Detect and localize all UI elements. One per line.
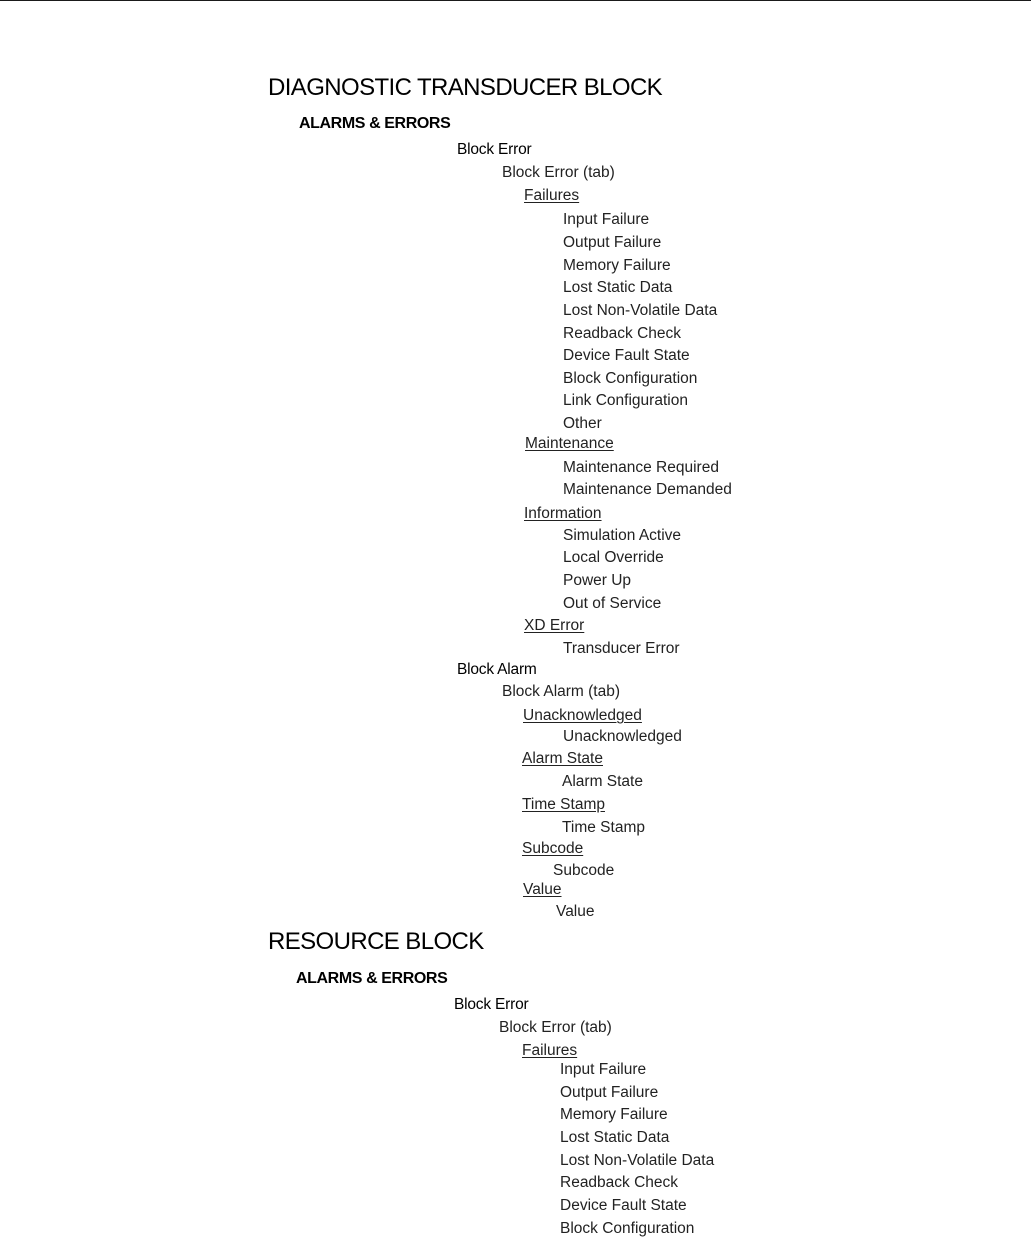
list-item: Value: [556, 903, 595, 920]
list-item: Readback Check: [563, 325, 682, 342]
list-item: Device Fault State: [560, 1197, 687, 1214]
list-item: Lost Non-Volatile Data: [563, 302, 718, 319]
list-item: Power Up: [563, 572, 632, 589]
list-item: Input Failure: [563, 211, 650, 228]
list-item: Unacknowledged: [563, 728, 682, 745]
list-item: Output Failure: [563, 234, 662, 251]
list-item: Time Stamp: [562, 819, 645, 836]
list-item: Link Configuration: [563, 392, 688, 409]
block-error-heading: Block Error: [454, 996, 529, 1013]
block-error-tab-label: Block Error (tab): [502, 164, 615, 181]
list-item: Memory Failure: [560, 1106, 668, 1123]
list-item: Subcode: [553, 862, 615, 879]
section-title: DIAGNOSTIC TRANSDUCER BLOCK: [268, 74, 663, 101]
list-item: Out of Service: [563, 595, 662, 612]
list-item: Simulation Active: [563, 527, 682, 544]
block-alarm-heading: Block Alarm: [457, 661, 537, 678]
subcode-category: Subcode: [522, 840, 584, 857]
value-category: Value: [523, 881, 562, 898]
section-subtitle: ALARMS & ERRORS: [296, 970, 448, 987]
list-item: Memory Failure: [563, 257, 671, 274]
list-item: Maintenance Required: [563, 459, 719, 476]
list-item: Alarm State: [562, 773, 643, 790]
list-item: Device Fault State: [563, 347, 690, 364]
unacknowledged-category: Unacknowledged: [523, 707, 642, 724]
information-category: Information: [524, 505, 602, 522]
list-item: Block Configuration: [563, 370, 698, 387]
alarm-state-category: Alarm State: [522, 750, 603, 767]
list-item: Local Override: [563, 549, 664, 566]
list-item: Input Failure: [560, 1061, 647, 1078]
xd-error-category: XD Error: [524, 617, 585, 634]
list-item: Block Configuration: [560, 1220, 695, 1237]
list-item: Lost Static Data: [560, 1129, 670, 1146]
time-stamp-category: Time Stamp: [522, 796, 605, 813]
list-item: Lost Static Data: [563, 279, 673, 296]
list-item: Transducer Error: [563, 640, 680, 657]
failures-category: Failures: [524, 187, 580, 204]
top-rule: [0, 0, 1031, 1]
list-item: Output Failure: [560, 1084, 659, 1101]
list-item: Readback Check: [560, 1174, 679, 1191]
section-title: RESOURCE BLOCK: [268, 928, 484, 955]
list-item: Other: [563, 415, 602, 432]
block-error-tab-label: Block Error (tab): [499, 1019, 612, 1036]
block-alarm-tab-label: Block Alarm (tab): [502, 683, 621, 700]
list-item: Maintenance Demanded: [563, 481, 732, 498]
list-item: Lost Non-Volatile Data: [560, 1152, 715, 1169]
maintenance-category: Maintenance: [525, 435, 614, 452]
failures-category: Failures: [522, 1042, 578, 1059]
section-subtitle: ALARMS & ERRORS: [299, 115, 451, 132]
block-error-heading: Block Error: [457, 141, 532, 158]
